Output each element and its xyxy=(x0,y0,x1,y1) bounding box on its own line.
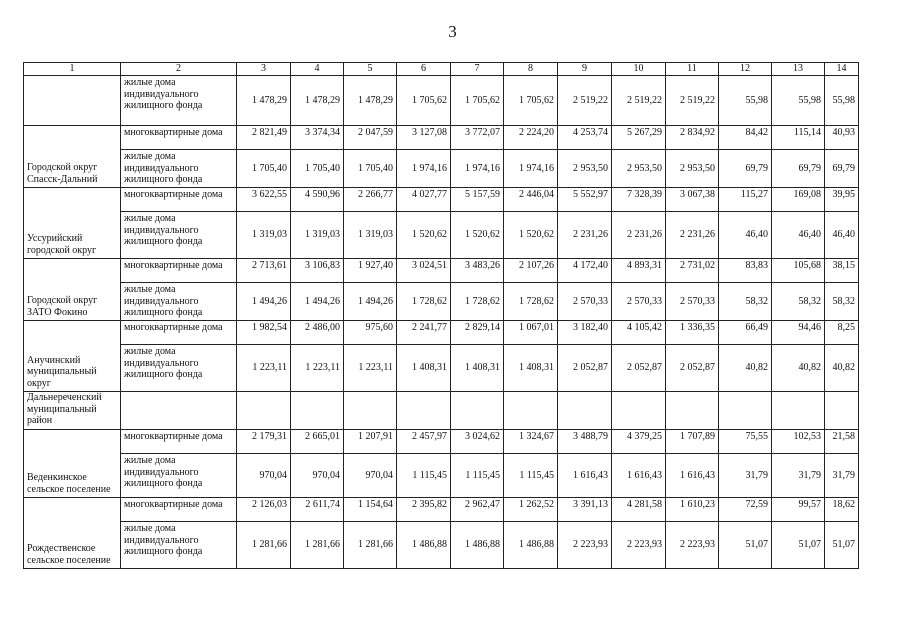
value-cell: 970,04 xyxy=(291,454,344,498)
value-cell: 51,07 xyxy=(825,522,859,569)
value-cell xyxy=(772,392,825,430)
value-cell: 3 127,08 xyxy=(397,126,451,150)
table-row xyxy=(24,212,859,259)
value-cell: 21,58 xyxy=(825,430,859,454)
column-header: 2 xyxy=(121,63,237,76)
value-cell: 4 281,58 xyxy=(612,498,666,522)
value-cell: 1 281,66 xyxy=(344,522,397,569)
housing-type-cell: жилые дома индивидуального жилищного фонда xyxy=(121,76,237,126)
value-cell: 1 610,23 xyxy=(666,498,719,522)
value-cell: 2 953,50 xyxy=(666,150,719,188)
value-cell: 2 179,31 xyxy=(237,430,291,454)
value-cell: 51,07 xyxy=(772,522,825,569)
value-cell: 2 829,14 xyxy=(451,321,504,345)
value-cell: 1 408,31 xyxy=(504,345,558,392)
header-row xyxy=(24,63,859,76)
value-cell: 2 519,22 xyxy=(612,76,666,126)
housing-type-cell: многоквартирные дома xyxy=(121,430,237,454)
value-cell: 1 494,26 xyxy=(344,283,397,321)
value-cell: 58,32 xyxy=(719,283,772,321)
value-cell: 2 266,77 xyxy=(344,188,397,212)
value-cell: 1 281,66 xyxy=(291,522,344,569)
region-cell: Городской округ Спасск-Дальний xyxy=(24,126,121,188)
value-cell: 2 052,87 xyxy=(612,345,666,392)
value-cell: 2 665,01 xyxy=(291,430,344,454)
housing-type-cell: жилые дома индивидуального жилищного фонда xyxy=(121,212,237,259)
value-cell: 51,07 xyxy=(719,522,772,569)
value-cell xyxy=(558,392,612,430)
column-header: 5 xyxy=(344,63,397,76)
value-cell: 2 821,49 xyxy=(237,126,291,150)
value-cell: 58,32 xyxy=(772,283,825,321)
value-cell: 2 519,22 xyxy=(666,76,719,126)
value-cell: 72,59 xyxy=(719,498,772,522)
value-cell: 5 157,59 xyxy=(451,188,504,212)
value-cell: 1 478,29 xyxy=(291,76,344,126)
housing-type-cell: жилые дома индивидуального жилищного фонда xyxy=(121,345,237,392)
value-cell: 40,82 xyxy=(825,345,859,392)
value-cell: 1 478,29 xyxy=(237,76,291,126)
value-cell xyxy=(451,392,504,430)
value-cell: 4 172,40 xyxy=(558,259,612,283)
value-cell: 69,79 xyxy=(719,150,772,188)
value-cell: 1 705,62 xyxy=(451,76,504,126)
value-cell: 1 705,62 xyxy=(397,76,451,126)
value-cell: 1 728,62 xyxy=(397,283,451,321)
value-cell: 2 570,33 xyxy=(612,283,666,321)
value-cell: 102,53 xyxy=(772,430,825,454)
value-cell: 3 772,07 xyxy=(451,126,504,150)
value-cell: 5 552,97 xyxy=(558,188,612,212)
value-cell: 2 519,22 xyxy=(558,76,612,126)
value-cell: 2 570,33 xyxy=(558,283,612,321)
value-cell: 1 982,54 xyxy=(237,321,291,345)
value-cell xyxy=(397,392,451,430)
region-cell: Дальнереченский муниципальный район xyxy=(24,392,121,430)
value-cell: 1 616,43 xyxy=(558,454,612,498)
value-cell: 2 713,61 xyxy=(237,259,291,283)
value-cell: 3 391,13 xyxy=(558,498,612,522)
value-cell: 40,82 xyxy=(719,345,772,392)
housing-type-cell: многоквартирные дома xyxy=(121,259,237,283)
value-cell xyxy=(612,392,666,430)
value-cell: 39,95 xyxy=(825,188,859,212)
value-cell: 46,40 xyxy=(719,212,772,259)
value-cell: 1 927,40 xyxy=(344,259,397,283)
column-header: 1 xyxy=(24,63,121,76)
value-cell: 3 488,79 xyxy=(558,430,612,454)
value-cell: 970,04 xyxy=(344,454,397,498)
region-cell: Городской округ ЗАТО Фокино xyxy=(24,259,121,321)
value-cell: 1 520,62 xyxy=(451,212,504,259)
value-cell: 2 231,26 xyxy=(666,212,719,259)
value-cell: 75,55 xyxy=(719,430,772,454)
value-cell: 2 107,26 xyxy=(504,259,558,283)
value-cell: 1 486,88 xyxy=(504,522,558,569)
value-cell: 4 893,31 xyxy=(612,259,666,283)
value-cell: 2 953,50 xyxy=(612,150,666,188)
value-cell: 46,40 xyxy=(772,212,825,259)
value-cell: 1 207,91 xyxy=(344,430,397,454)
housing-type-cell: многоквартирные дома xyxy=(121,188,237,212)
value-cell: 2 834,92 xyxy=(666,126,719,150)
table-row xyxy=(24,188,859,212)
housing-type-cell: жилые дома индивидуального жилищного фонда xyxy=(121,522,237,569)
value-cell: 2 962,47 xyxy=(451,498,504,522)
value-cell: 115,14 xyxy=(772,126,825,150)
column-header: 4 xyxy=(291,63,344,76)
value-cell: 55,98 xyxy=(772,76,825,126)
tariff-table xyxy=(23,62,859,569)
value-cell: 1 319,03 xyxy=(291,212,344,259)
value-cell: 970,04 xyxy=(237,454,291,498)
value-cell: 38,15 xyxy=(825,259,859,283)
value-cell: 4 253,74 xyxy=(558,126,612,150)
value-cell: 1 705,62 xyxy=(504,76,558,126)
value-cell: 1 728,62 xyxy=(504,283,558,321)
region-cell: Рождественское сельское поселение xyxy=(24,498,121,569)
value-cell: 3 024,51 xyxy=(397,259,451,283)
column-header: 9 xyxy=(558,63,612,76)
value-cell: 3 024,62 xyxy=(451,430,504,454)
value-cell: 58,32 xyxy=(825,283,859,321)
value-cell: 1 115,45 xyxy=(451,454,504,498)
value-cell: 40,93 xyxy=(825,126,859,150)
value-cell: 1 705,40 xyxy=(344,150,397,188)
value-cell: 40,82 xyxy=(772,345,825,392)
column-header: 14 xyxy=(825,63,859,76)
value-cell: 3 483,26 xyxy=(451,259,504,283)
value-cell: 2 052,87 xyxy=(558,345,612,392)
value-cell: 4 590,96 xyxy=(291,188,344,212)
value-cell: 2 446,04 xyxy=(504,188,558,212)
value-cell: 1 974,16 xyxy=(451,150,504,188)
value-cell: 1 616,43 xyxy=(666,454,719,498)
value-cell: 1 067,01 xyxy=(504,321,558,345)
column-header: 3 xyxy=(237,63,291,76)
value-cell: 1 115,45 xyxy=(504,454,558,498)
value-cell: 2 241,77 xyxy=(397,321,451,345)
table-row xyxy=(24,321,859,345)
value-cell xyxy=(825,392,859,430)
table-row xyxy=(24,522,859,569)
value-cell xyxy=(291,392,344,430)
value-cell: 55,98 xyxy=(719,76,772,126)
value-cell: 31,79 xyxy=(719,454,772,498)
table-row xyxy=(24,283,859,321)
value-cell: 18,62 xyxy=(825,498,859,522)
table-row xyxy=(24,454,859,498)
value-cell: 2 223,93 xyxy=(612,522,666,569)
value-cell: 1 319,03 xyxy=(237,212,291,259)
value-cell: 2 457,97 xyxy=(397,430,451,454)
value-cell: 1 494,26 xyxy=(237,283,291,321)
value-cell: 66,49 xyxy=(719,321,772,345)
value-cell: 5 267,29 xyxy=(612,126,666,150)
value-cell: 115,27 xyxy=(719,188,772,212)
value-cell: 1 486,88 xyxy=(397,522,451,569)
value-cell: 69,79 xyxy=(772,150,825,188)
value-cell: 1 319,03 xyxy=(344,212,397,259)
table-row xyxy=(24,76,859,126)
column-header: 13 xyxy=(772,63,825,76)
table-row xyxy=(24,392,859,430)
value-cell xyxy=(719,392,772,430)
table-row xyxy=(24,345,859,392)
value-cell: 2 047,59 xyxy=(344,126,397,150)
value-cell: 1 974,16 xyxy=(397,150,451,188)
value-cell: 31,79 xyxy=(772,454,825,498)
value-cell: 3 374,34 xyxy=(291,126,344,150)
column-header: 8 xyxy=(504,63,558,76)
value-cell: 169,08 xyxy=(772,188,825,212)
value-cell: 1 262,52 xyxy=(504,498,558,522)
value-cell: 2 486,00 xyxy=(291,321,344,345)
value-cell: 1 974,16 xyxy=(504,150,558,188)
value-cell: 94,46 xyxy=(772,321,825,345)
value-cell: 8,25 xyxy=(825,321,859,345)
value-cell: 1 494,26 xyxy=(291,283,344,321)
value-cell: 3 622,55 xyxy=(237,188,291,212)
value-cell: 2 224,20 xyxy=(504,126,558,150)
value-cell: 83,83 xyxy=(719,259,772,283)
value-cell: 1 408,31 xyxy=(397,345,451,392)
region-cell: Веденкинское сельское поселение xyxy=(24,430,121,498)
value-cell: 4 027,77 xyxy=(397,188,451,212)
table-row xyxy=(24,259,859,283)
value-cell: 2 126,03 xyxy=(237,498,291,522)
value-cell: 1 707,89 xyxy=(666,430,719,454)
region-cell: Уссурийский городской округ xyxy=(24,188,121,259)
housing-type-cell: многоквартирные дома xyxy=(121,321,237,345)
value-cell: 2 611,74 xyxy=(291,498,344,522)
region-cell xyxy=(24,76,121,126)
table-row xyxy=(24,126,859,150)
value-cell xyxy=(237,392,291,430)
column-header: 11 xyxy=(666,63,719,76)
value-cell: 1 616,43 xyxy=(612,454,666,498)
value-cell: 69,79 xyxy=(825,150,859,188)
value-cell: 3 106,83 xyxy=(291,259,344,283)
region-cell: Анучинский муниципальный округ xyxy=(24,321,121,392)
value-cell: 1 705,40 xyxy=(237,150,291,188)
value-cell: 1 705,40 xyxy=(291,150,344,188)
value-cell: 975,60 xyxy=(344,321,397,345)
value-cell: 1 486,88 xyxy=(451,522,504,569)
value-cell: 84,42 xyxy=(719,126,772,150)
value-cell: 4 105,42 xyxy=(612,321,666,345)
value-cell xyxy=(504,392,558,430)
housing-type-cell: многоквартирные дома xyxy=(121,126,237,150)
value-cell: 1 324,67 xyxy=(504,430,558,454)
value-cell xyxy=(344,392,397,430)
value-cell: 105,68 xyxy=(772,259,825,283)
value-cell: 1 115,45 xyxy=(397,454,451,498)
housing-type-cell: жилые дома индивидуального жилищного фонда xyxy=(121,454,237,498)
column-header: 10 xyxy=(612,63,666,76)
value-cell: 1 336,35 xyxy=(666,321,719,345)
value-cell: 2 223,93 xyxy=(558,522,612,569)
value-cell: 4 379,25 xyxy=(612,430,666,454)
value-cell: 46,40 xyxy=(825,212,859,259)
value-cell xyxy=(666,392,719,430)
value-cell: 1 520,62 xyxy=(397,212,451,259)
value-cell: 1 223,11 xyxy=(344,345,397,392)
housing-type-cell: жилые дома индивидуального жилищного фонда xyxy=(121,150,237,188)
value-cell: 2 570,33 xyxy=(666,283,719,321)
value-cell: 1 154,64 xyxy=(344,498,397,522)
value-cell: 1 281,66 xyxy=(237,522,291,569)
column-header: 7 xyxy=(451,63,504,76)
value-cell: 1 728,62 xyxy=(451,283,504,321)
column-header: 12 xyxy=(719,63,772,76)
table-row xyxy=(24,498,859,522)
value-cell: 7 328,39 xyxy=(612,188,666,212)
value-cell: 99,57 xyxy=(772,498,825,522)
column-header: 6 xyxy=(397,63,451,76)
value-cell: 1 223,11 xyxy=(291,345,344,392)
value-cell: 1 478,29 xyxy=(344,76,397,126)
housing-type-cell: жилые дома индивидуального жилищного фонда xyxy=(121,283,237,321)
page-number: 3 xyxy=(448,22,457,41)
housing-type-cell xyxy=(121,392,237,430)
table-row xyxy=(24,150,859,188)
value-cell: 1 408,31 xyxy=(451,345,504,392)
value-cell: 1 520,62 xyxy=(504,212,558,259)
value-cell: 3 182,40 xyxy=(558,321,612,345)
value-cell: 2 395,82 xyxy=(397,498,451,522)
value-cell: 55,98 xyxy=(825,76,859,126)
housing-type-cell: многоквартирные дома xyxy=(121,498,237,522)
value-cell: 2 052,87 xyxy=(666,345,719,392)
value-cell: 2 731,02 xyxy=(666,259,719,283)
table-row xyxy=(24,430,859,454)
value-cell: 3 067,38 xyxy=(666,188,719,212)
value-cell: 2 223,93 xyxy=(666,522,719,569)
value-cell: 1 223,11 xyxy=(237,345,291,392)
value-cell: 2 953,50 xyxy=(558,150,612,188)
value-cell: 2 231,26 xyxy=(558,212,612,259)
value-cell: 31,79 xyxy=(825,454,859,498)
value-cell: 2 231,26 xyxy=(612,212,666,259)
